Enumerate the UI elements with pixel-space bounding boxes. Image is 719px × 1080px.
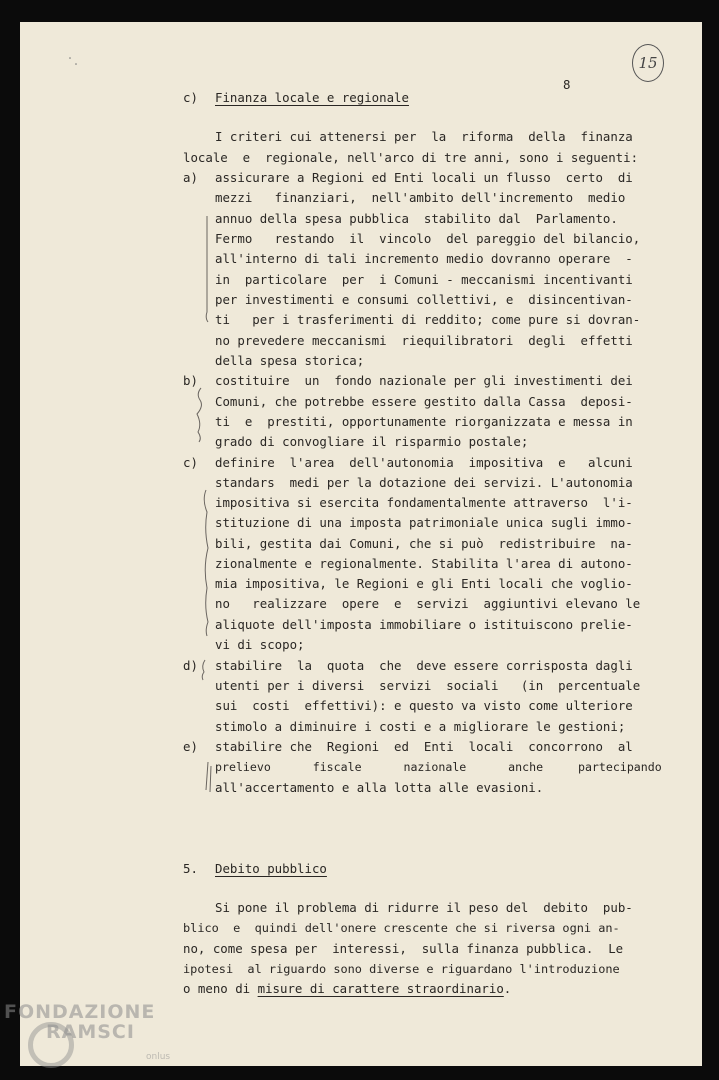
list-b-line: costituire un fondo nazionale per gli investimenti dei — [215, 373, 633, 388]
list-d-line: stimolo a diminuire i costi e a migliorare le gestioni; — [215, 719, 626, 734]
list-c-line: definire l'area dell'autonomia impositiva e alcuni — [215, 455, 633, 470]
section-5-title: Debito pubblico — [215, 861, 327, 876]
list-a-line: in particolare per i Comuni - meccanismi incentivanti — [215, 272, 633, 287]
intro-line: I criteri cui attenersi per la riforma della finanza — [215, 129, 633, 144]
list-b-line: ti e prestiti, opportunamente riorganizzata e messa in — [215, 414, 633, 429]
list-b-label: b) — [183, 373, 198, 388]
watermark-onlus: onlus — [146, 1052, 171, 1062]
section-5-line: blico e quindi dell'onere crescente che si riversa ogni an- — [183, 921, 620, 935]
archive-stamp: 15 — [632, 44, 664, 82]
list-e-line: prelievo fiscale nazionale anche partecipando — [215, 760, 662, 774]
section-5-line: Si pone il problema di ridurre il peso del debito pub- — [215, 900, 633, 915]
list-c-line: no realizzare opere e servizi aggiuntivi elevano le — [215, 596, 641, 611]
list-e-label: e) — [183, 739, 198, 754]
section-5-line: no, come spesa per interessi, sulla finanza pubblica. Le — [183, 941, 624, 956]
list-e-line: stabilire che Regioni ed Enti locali concorrono al — [215, 739, 633, 754]
section-5-label: 5. — [183, 861, 198, 876]
list-c-line: aliquote dell'imposta immobiliare o istituiscono prelie- — [215, 617, 633, 632]
list-a-line: no prevedere meccanismi riequilibratori degli effetti — [215, 333, 633, 348]
underlined-phrase: misure di carattere straordinario — [257, 981, 504, 996]
list-c-line: standars medi per la dotazione dei servizi. L'autonomia — [215, 475, 633, 490]
list-c-line: mia impositiva, le Regioni e gli Enti locali che voglio- — [215, 576, 633, 591]
list-e-line: all'accertamento e alla lotta alle evasioni. — [215, 780, 544, 795]
list-a-line: per investimenti e consumi collettivi, e disincentivan- — [215, 292, 633, 307]
section-c-label: c) — [183, 90, 198, 105]
list-b-line: grado di convogliare il risparmio postale; — [215, 434, 529, 449]
list-a-line: ti per i trasferimenti di reddito; come pure si dovran- — [215, 312, 641, 327]
list-c-line: bili, gestita dai Comuni, che si può redistribuire na- — [215, 536, 633, 551]
list-b-line: Comuni, che potrebbe essere gestito dalla Cassa deposi- — [215, 394, 633, 409]
list-a-line: assicurare a Regioni ed Enti locali un flusso certo di — [215, 170, 633, 185]
watermark-line1: FONDAZIONE — [4, 1001, 156, 1023]
list-d-line: utenti per i diversi servizi sociali (in percentuale — [215, 678, 641, 693]
last-line-suffix: . — [503, 981, 512, 996]
list-a-line: della spesa storica; — [215, 353, 365, 368]
list-c-line: vi di scopo; — [215, 637, 305, 652]
intro-line: locale e regionale, nell'arco di tre anni, sono i seguenti: — [183, 150, 639, 165]
list-d-label: d) — [183, 658, 198, 673]
list-a-line: mezzi finanziari, nell'ambito dell'incremento medio — [215, 190, 626, 205]
section-5-last-line — [183, 982, 511, 996]
page-number: 8 — [563, 77, 571, 92]
list-d-line: stabilire la quota che deve essere corrisposta dagli — [215, 658, 633, 673]
section-c-title: Finanza locale e regionale — [215, 90, 409, 105]
list-a-label: a) — [183, 170, 198, 185]
section-5-line: ipotesi al riguardo sono diverse e riguardano l'introduzione — [183, 962, 620, 976]
list-c-line: stituzione di una imposta patrimoniale unica sugli immo- — [215, 515, 633, 530]
list-a-line: Fermo restando il vincolo del pareggio del bilancio, — [215, 231, 641, 246]
list-a-line: all'interno di tali incremento medio dovranno operare - — [215, 251, 633, 266]
list-d-line: sui costi effettivi): e questo va visto come ulteriore — [215, 698, 633, 713]
list-a-line: annuo della spesa pubblica stabilito dal Parlamento. — [215, 211, 618, 226]
list-c-line: impositiva si esercita fondamentalmente attraverso l'i- — [215, 495, 633, 510]
last-line-prefix: o meno di — [183, 981, 258, 996]
list-c-label: c) — [183, 455, 198, 470]
list-c-line: zionalmente e regionalmente. Stabilita l'area di autono- — [215, 556, 633, 571]
watermark-line2: RAMSCI — [46, 1021, 135, 1043]
